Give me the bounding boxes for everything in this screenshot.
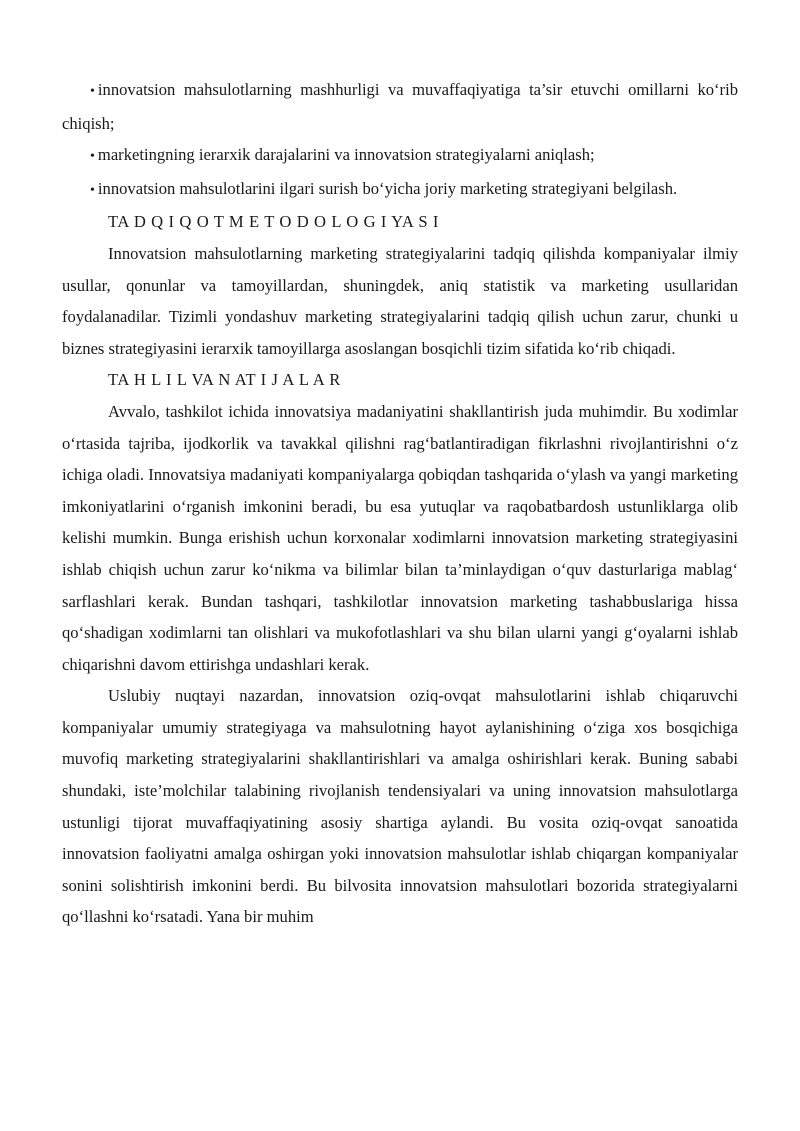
results-paragraph-1: Avvalo, tashkilot ichida innovatsiya madaniyatini shakllantirish juda muhimdir. Bu xodimlar o‘rtasida tajriba, ijodkorlik va tavakkal qilishni rag‘batlantiradigan fikrlashni rivojlantirishni o‘z ichiga oladi. Innovatsiya madaniyati kompaniyalarga qobiqdan tashqarida o‘ylash va yangi marketing imkoniyatlarini o‘rganish imkonini beradi, bu esa yutuqlar va raqobatbardosh ustunliklarga olib kelishi mumkin. Bunga erishish uchun korxonalar xodimlarni innovatsion marketing strategiyasini ishlab chiqish uchun zarur ko‘nikma va bilimlar bilan ta’minlaydigan o‘quv dasturlariga mablag‘ sarflashlari kerak. Bundan tashqari, tashkilotlar innovatsion marketing tashabbuslariga hissa qo‘shadigan xodimlarni tan olishlari va mukofotlashlari va shu bilan ularni yangi g‘oyalarni ishlab chiqarishni davom ettirishga undashlari kerak. — [62, 401, 738, 674]
bullet-text: marketingning ierarxik darajalarini va innovatsion strategiyalarni aniqlash; — [97, 145, 595, 165]
section-heading-methodology: TA D Q I Q O T M E T O D O L O G I YA S I — [108, 212, 440, 232]
bullet-text: innovatsion mahsulotlarini ilgari surish bo‘yicha joriy marketing strategiyani belgilash. — [97, 178, 678, 198]
bullet-item — [62, 74, 738, 139]
bullet-marker: • — [90, 182, 95, 198]
results-paragraph-2: Uslubiy nuqtayi nazardan, innovatsion oziq-ovqat mahsulotlarini ishlab chiqaruvchi kompaniyalar umumiy strategiyaga va mahsulotning hayot aylanishining o‘ziga xos bosqichiga muvofiq marketing strategiyalarini shakllantirishlari va amalga oshirishlari kerak. Buning sababi shundaki, iste’molchilar talabining rivojlanish tendensiyalari va uning innovatsion mahsulotlarga ustunligi tijorat muvaffaqiyatining asosiy shartiga aylandi. Bu vosita oziq-ovqat sanoatida innovatsion faoliyatni amalga oshirgan yoki innovatsion mahsulotlar ishlab chiqargan kompaniyalar sonini solishtirish imkonini berdi. Bu bilvosita innovatsion mahsulotlari bozorida strategiyalarni qo‘llashni ko‘rsatadi. Yana bir muhim — [62, 686, 738, 927]
section-heading-results: TA H L I L VA N AT I J A L A R — [108, 370, 341, 390]
bullet-text: innovatsion mahsulotlarning mashhurligi va muvaffaqiyatiga ta’sir etuvchi omillarni ko‘rib chiqish; — [62, 80, 738, 133]
bullet-marker: • — [90, 149, 95, 165]
document-page — [62, 74, 738, 933]
methodology-paragraph: Innovatsion mahsulotlarning marketing strategiyalarini tadqiq qilishda kompaniyalar ilmiy usullar, qonunlar va tamoyillardan, shuningdek, aniq statistik va marketing usullaridan foydalanadilar. Tizimli yondashuv marketing strategiyalarini tadqiq qilish uchun zarur, chunki u biznes strategiyasini ierarxik tamoyillarga asoslangan bosqichli tizim sifatida ko‘rib chiqadi. — [62, 243, 738, 358]
bullet-marker: • — [90, 84, 95, 99]
bullet-item — [62, 173, 738, 207]
bullet-item — [62, 139, 738, 173]
